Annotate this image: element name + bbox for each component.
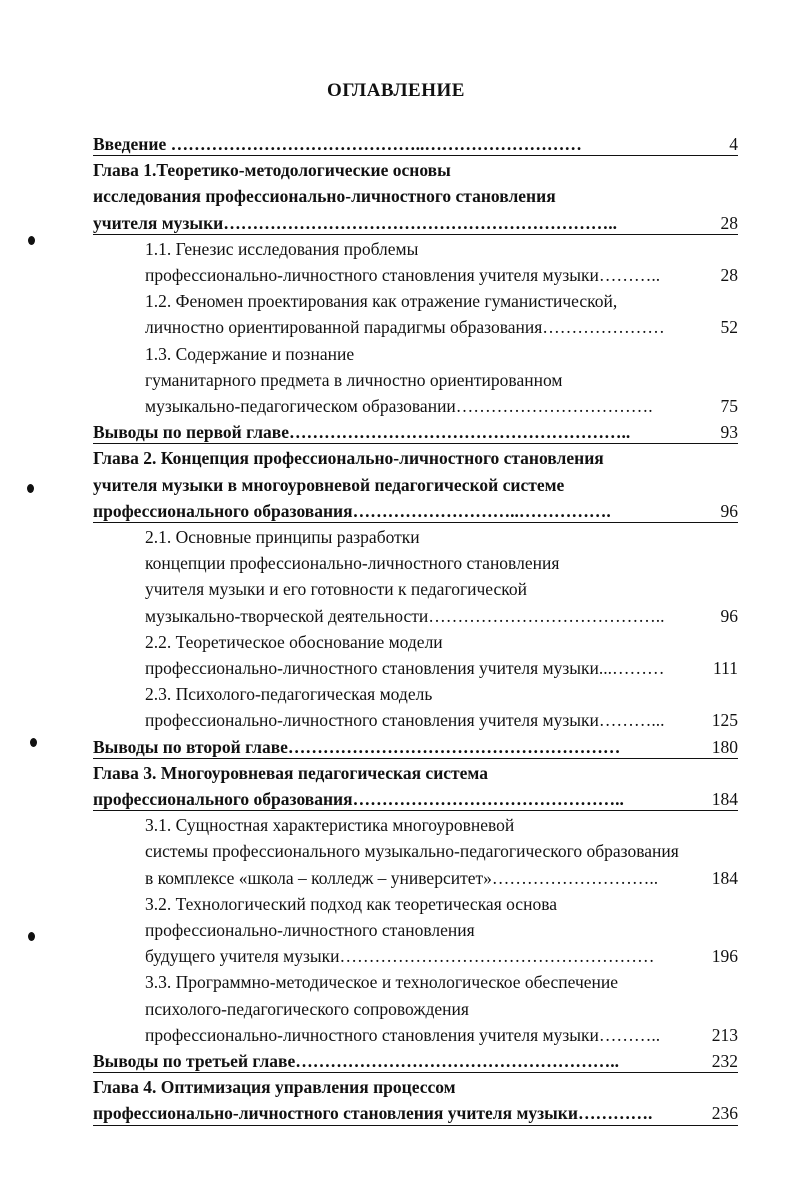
toc-section-line: профессионально-личностного становления учителя музыки………... <box>145 710 665 731</box>
toc-divider <box>93 234 738 235</box>
toc-page-number: 184 <box>711 789 738 809</box>
toc-divider <box>93 758 738 759</box>
toc-page-number: 75 <box>720 396 738 416</box>
margin-mark <box>27 484 34 493</box>
toc-divider <box>93 1125 738 1126</box>
toc-page-number: 96 <box>720 605 738 626</box>
toc-divider <box>93 522 738 523</box>
toc-section-line: профессионально-личностного становления учителя музыки……….. <box>145 1024 661 1045</box>
toc-section-line: будущего учителя музыки……………………………………………… <box>145 946 655 967</box>
toc-section-line: 1.3. Содержание и познание <box>145 343 355 364</box>
toc-page-number: 4 <box>729 134 738 154</box>
toc-section-line: профессионально-личностного становления учителя музыки...……… <box>145 658 665 678</box>
toc-chapter-line: Введение ……………………………………..……………………… <box>93 134 582 154</box>
toc-page-number: 93 <box>720 422 738 443</box>
toc-divider <box>93 443 738 444</box>
toc-section-line: профессионально-личностного становления учителя музыки……….. <box>145 265 661 285</box>
toc-section-line: 1.2. Феномен проектирования как отражение гуманистической, <box>145 291 618 312</box>
toc-page-number: 236 <box>711 1103 738 1124</box>
toc-page-number: 232 <box>711 1051 738 1071</box>
toc-section-line: личностно ориентированной парадигмы образования………………… <box>145 317 665 338</box>
toc-divider <box>93 810 738 811</box>
toc-section-line: концепции профессионально-личностного становления <box>145 553 560 574</box>
toc-section-line: 3.2. Технологический подход как теоретическая основа <box>145 893 557 914</box>
toc-chapter-line: Глава 2. Концепция профессионально-личностного становления <box>93 448 604 469</box>
toc-section-line: психолого-педагогического сопровождения <box>145 998 469 1019</box>
toc-chapter-line: Глава 1.Теоретико-методологические основы <box>93 160 451 181</box>
toc-chapter-line: Выводы по третьей главе……………………………………………….. <box>93 1051 619 1071</box>
toc-chapter-line: профессионального образования………………………..……………. <box>93 500 611 521</box>
toc-title: ОГЛАВЛЕНИЕ <box>327 80 465 101</box>
toc-page-number: 180 <box>711 736 738 757</box>
toc-page-number: 111 <box>713 658 738 678</box>
toc-section-line: профессионально-личностного становления <box>145 920 475 940</box>
margin-mark <box>28 236 35 245</box>
toc-page-number: 28 <box>720 265 738 285</box>
toc-chapter-line: Глава 4. Оптимизация управления процессом <box>93 1077 456 1098</box>
toc-section-line: 1.1. Генезис исследования проблемы <box>145 238 419 259</box>
toc-chapter-line: профессионально-личностного становления учителя музыки…………. <box>93 1103 653 1124</box>
toc-page-number: 28 <box>720 212 738 233</box>
toc-section-line: 2.3. Психолого-педагогическая модель <box>145 684 433 705</box>
toc-chapter-line: Глава 3. Многоуровневая педагогическая система <box>93 762 488 783</box>
toc-section-line: гуманитарного предмета в личностно ориентированном <box>145 369 563 390</box>
toc-chapter-line: учителя музыки………………………………………………………….. <box>93 212 618 233</box>
toc-chapter-line: Выводы по первой главе………………………………………………….. <box>93 422 631 443</box>
margin-mark <box>30 738 37 747</box>
toc-divider <box>93 155 738 156</box>
toc-chapter-line: Выводы по второй главе………………………………………………… <box>93 736 621 757</box>
toc-section-line: 2.1. Основные принципы разработки <box>145 527 420 547</box>
toc-chapter-line: учителя музыки в многоуровневой педагогической системе <box>93 474 565 495</box>
toc-divider <box>93 1072 738 1073</box>
toc-chapter-line: исследования профессионально-личностного становления <box>93 186 556 207</box>
margin-mark <box>28 932 35 941</box>
toc-section-line: 2.2. Теоретическое обоснование модели <box>145 631 443 652</box>
toc-page-number: 125 <box>711 710 738 731</box>
toc-section-line: в комплексе «школа – колледж – университет»……………………….. <box>145 867 659 888</box>
toc-section-line: музыкально-педагогическом образовании……………………………. <box>145 396 653 416</box>
toc-page-number: 184 <box>711 867 738 888</box>
toc-page-number: 196 <box>711 946 738 967</box>
toc-chapter-line: профессионального образования……………………………………….. <box>93 789 624 809</box>
toc-section-line: учителя музыки и его готовности к педагогической <box>145 579 527 600</box>
toc-section-line: 3.3. Программно-методическое и технологическое обеспечение <box>145 972 619 993</box>
toc-page-number: 52 <box>720 317 738 338</box>
toc-page-number: 96 <box>720 500 738 521</box>
toc-page-number: 213 <box>711 1024 738 1045</box>
toc-section-line: системы профессионального музыкально-педагогического образования <box>145 841 679 862</box>
toc-section-line: музыкально-творческой деятельности………………………………….. <box>145 605 665 626</box>
toc-section-line: 3.1. Сущностная характеристика многоуровневой <box>145 815 515 836</box>
